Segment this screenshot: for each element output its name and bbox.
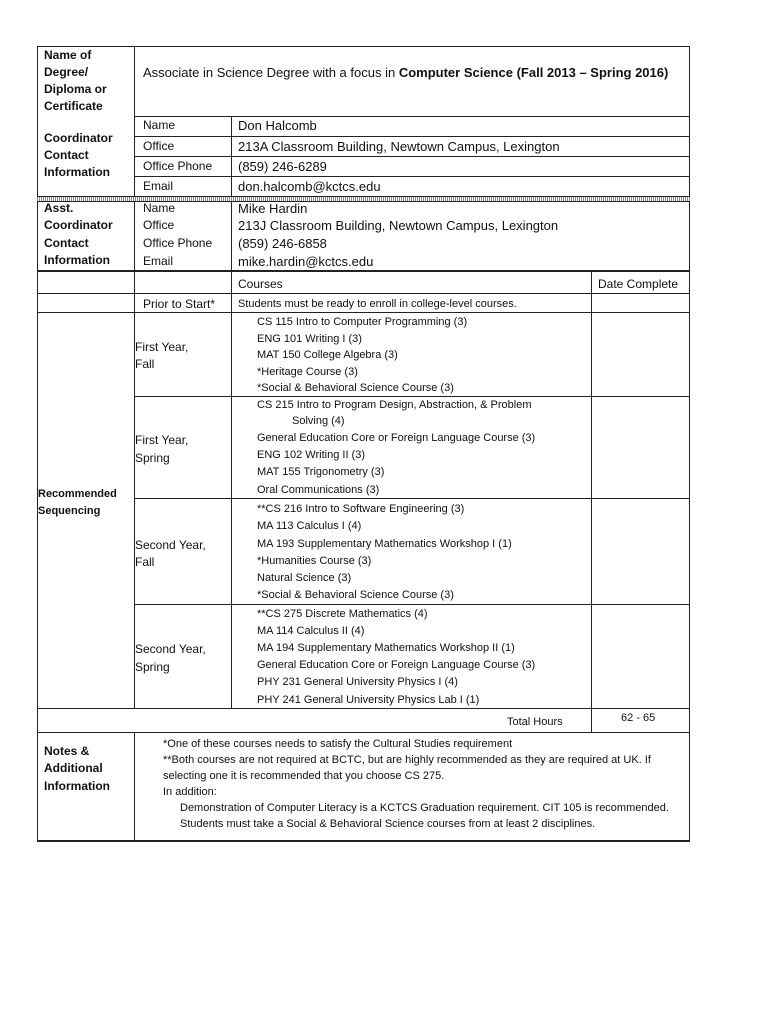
term-label: Second Year, [135, 538, 206, 552]
asst-value: (859) 246-6858 [238, 236, 327, 251]
asst-value: 213J Classroom Building, Newtown Campus, Lexington [238, 218, 559, 233]
degree-label-line: Diploma or [44, 82, 107, 96]
course-item: *Social & Behavioral Science Course (3) [257, 382, 454, 394]
notes-line: Students must take a Social & Behavioral Science courses from at least 2 disciplines. [180, 818, 596, 830]
course-item: **CS 216 Intro to Software Engineering (3) [257, 503, 465, 515]
course-item: PHY 231 General University Physics I (4) [257, 676, 458, 688]
coordinator-field: Office [143, 139, 175, 153]
asst-value: Mike Hardin [238, 201, 308, 216]
notes-line: **Both courses are not required at BCTC, but are highly recommended as they are required at UK. If [163, 754, 651, 766]
course-item: ENG 101 Writing I (3) [257, 333, 362, 345]
degree-label-line: Name of [44, 48, 92, 62]
degree-term: (Fall 2013 – Spring 2016) [512, 65, 669, 80]
term-label: Fall [135, 357, 155, 371]
prior-text: Students must be ready to enroll in college-level courses. [238, 298, 517, 310]
asst-field: Email [143, 254, 174, 268]
asst-label-line: Contact [44, 236, 89, 250]
asst-field: Office [143, 218, 175, 232]
notes-line: *One of these courses needs to satisfy the Cultural Studies requirement [163, 738, 513, 750]
coordinator-field: Email [143, 179, 174, 193]
notes-label-line: Additional [44, 761, 103, 775]
sequencing-label-line: Recommended [38, 488, 117, 500]
course-item: ENG 102 Writing II (3) [257, 449, 365, 461]
coordinator-label-line: Contact [44, 148, 89, 162]
term-label: Fall [135, 555, 155, 569]
coordinator-label-line: Coordinator [44, 131, 113, 145]
course-item: MAT 155 Trigonometry (3) [257, 466, 385, 478]
degree-label-line: Degree/ [44, 65, 89, 79]
notes-line: selecting one it is recommended that you choose CS 275. [163, 770, 445, 782]
course-item: *Heritage Course (3) [257, 366, 358, 378]
course-item: **CS 275 Discrete Mathematics (4) [257, 608, 428, 620]
course-item: General Education Core or Foreign Language Course (3) [257, 432, 536, 444]
term-label: Spring [135, 451, 170, 465]
term-label: Second Year, [135, 642, 206, 656]
asst-label-line: Asst. [44, 201, 74, 215]
asst-label-line: Information [44, 253, 110, 267]
degree-prefix: Associate in Science Degree with a focus in [143, 65, 399, 80]
asst-email[interactable]: mike.hardin@kctcs.edu [238, 254, 374, 269]
degree-title [143, 65, 668, 80]
coordinator-label-line: Information [44, 165, 110, 179]
course-item: CS 115 Intro to Computer Programming (3) [257, 316, 468, 328]
coordinator-email[interactable]: don.halcomb@kctcs.edu [238, 179, 381, 194]
prior-label: Prior to Start* [143, 297, 216, 311]
course-item: MA 114 Calculus II (4) [257, 625, 365, 637]
course-item: *Humanities Course (3) [257, 555, 372, 567]
degree-label-line: Certificate [44, 99, 103, 113]
term-label: Spring [135, 660, 170, 674]
date-complete-header: Date Complete [598, 277, 679, 291]
term-label: First Year, [135, 340, 189, 354]
term-label: First Year, [135, 433, 189, 447]
course-item: MA 194 Supplementary Mathematics Workshop II (1) [257, 642, 515, 654]
asst-label-line: Coordinator [44, 218, 113, 232]
course-item: General Education Core or Foreign Language Course (3) [257, 659, 536, 671]
course-item: CS 215 Intro to Program Design, Abstraction, & Problem [257, 399, 532, 411]
course-item: *Social & Behavioral Science Course (3) [257, 589, 454, 601]
course-item: PHY 241 General University Physics Lab I (1) [257, 694, 480, 706]
notes-label-line: Notes & [44, 744, 90, 758]
degree-focus: Computer Science [398, 65, 513, 80]
coordinator-field: Name [143, 118, 176, 132]
total-hours-value: 62 - 65 [621, 712, 656, 724]
course-item: MAT 150 College Algebra (3) [257, 349, 398, 361]
course-item: MA 113 Calculus I (4) [257, 520, 362, 532]
course-item: MA 193 Supplementary Mathematics Workshop I (1) [257, 538, 512, 550]
course-item: Solving (4) [292, 415, 345, 427]
coordinator-value: 213A Classroom Building, Newtown Campus, Lexington [238, 139, 560, 154]
total-hours-label: Total Hours [507, 716, 563, 728]
courses-header: Courses [238, 277, 283, 291]
coordinator-value: (859) 246-6289 [238, 159, 327, 174]
notes-line: Demonstration of Computer Literacy is a KCTCS Graduation requirement. CIT 105 is recommended. [180, 802, 669, 814]
asst-field: Name [143, 201, 176, 215]
notes-line: In addition: [163, 786, 217, 798]
asst-field: Office Phone [143, 236, 213, 250]
course-item: Natural Science (3) [257, 572, 352, 584]
notes-label-line: Information [44, 779, 110, 793]
course-item: Oral Communications (3) [257, 484, 380, 496]
sequencing-label-line: Sequencing [38, 505, 101, 517]
coordinator-value: Don Halcomb [238, 118, 317, 133]
coordinator-field: Office Phone [143, 159, 213, 173]
